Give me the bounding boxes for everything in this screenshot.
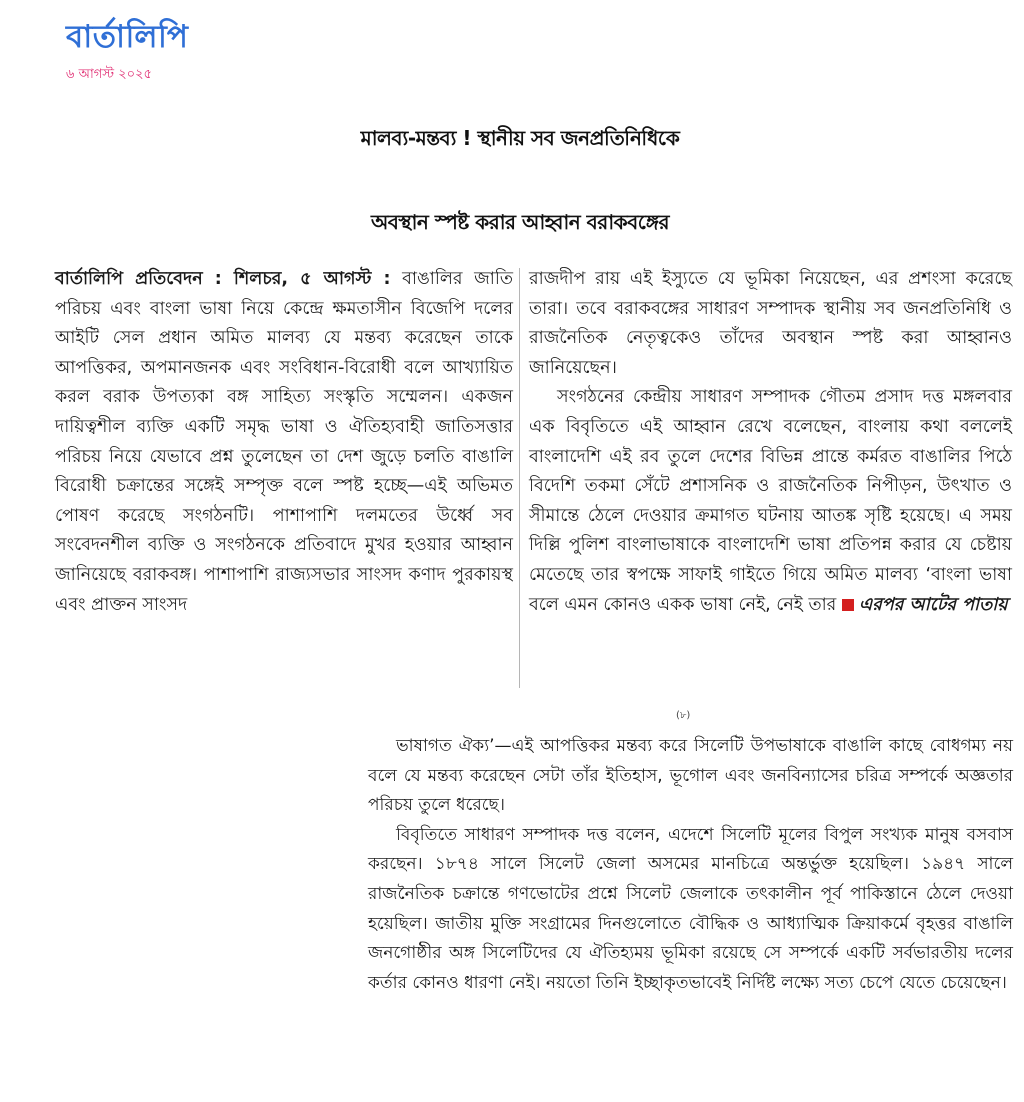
article-right-paragraph-2-text: সংগঠনের কেন্দ্রীয় সাধারণ সম্পাদক গৌতম প্রসাদ দত্ত মঙ্গলবার এক বিবৃতিতে এই আহ্বান রেখে বলেছেন, বাংলায় কথা বললেই বাংলাদেশি এই রব তুলে দেশের বিভিন্ন প্রান্তে কর্মরত বাঙালির পিঠে বিদেশি তকমা সেঁটে প্রশাসনিক ও রাজনৈতিক নিপীড়ন, উৎখাত ও সীমান্তে ঠেলে দেওয়ার ক্রমাগত ঘটনায় আতঙ্ক সৃষ্টি হয়েছে। এ সময় দিল্লি পুলিশ বাংলাভাষাকে বাংলাদেশি ভাষা প্রতিপন্ন করার যে চেষ্টায় মেতেছে তার স্বপক্ষে সাফাই গাইতে গিয়ে অমিত মালব্য ‘বাংলা ভাষা বলে এমন কোনও একক ভাষা নেই, নেই তার [529, 387, 1012, 615]
byline: বার্তালিপি প্রতিবেদন : শিলচর, ৫ আগস্ট : [55, 269, 391, 289]
continuation-paragraph-2: বিবৃতিতে সাধারণ সম্পাদক দত্ত বলেন, এদেশে সিলেটি মূলের বিপুল সংখ্যক মানুষ বসবাস করছেন। ১৮৭৪ সালে সিলেট জেলা অসমের মানচিত্রে অন্তর্ভুক্ত হয়েছিল। ১৯৪৭ সালে রাজনৈতিক চক্রান্তে গণভোটের প্রশ্নে সিলেট জেলাকে তৎকালীন পূর্ব পাকিস্তানে ঠেলে দেওয়া হয়েছিল। জাতীয় মুক্তি সংগ্রামের দিনগুলোতে বৌদ্ধিক ও আধ্যাত্মিক ক্রিয়াকর্মে বৃহত্তর বাঙালি জনগোষ্ঠীর অঙ্গ সিলেটিদের যে ঐতিহ্যময় ভূমিকা রয়েছে সে সম্পর্কে একটি সর্বভারতীয় দলের কর্তার কোনও ধারণা নেই। নয়তো তিনি ইচ্ছাকৃতভাবেই নির্দিষ্ট লক্ষ্যে সত্য চেপে যেতে চেয়েছেন। [368, 824, 1013, 993]
continuation-clipping [368, 732, 1013, 998]
article-lead-paragraph [55, 265, 513, 620]
continuation-paragraph-1: ভাষাগত ঐক্য’—এই আপত্তিকর মন্তব্য করে সিলেটি উপভাষাকে বাঙালি কাছে বোধগম্য নয় বলে যে মন্তব্য করেছেন সেটা তাঁর ইতিহাস, ভূগোল এবং জনবিন্যাসের চরিত্র সম্পর্কে অজ্ঞতার পরিচয় তুলে ধরেছে। [368, 736, 1013, 816]
column-divider [519, 268, 520, 688]
headline-line-1: মালব্য-মন্তব্য ! স্থানীয় সব জনপ্রতিনিধিকে [360, 126, 680, 150]
continued-on-page-link[interactable] [842, 595, 1008, 615]
masthead-date: ৬ আগস্ট ২০২৫ [66, 67, 152, 82]
headline-line-2: অবস্থান স্পষ্ট করার আহ্বান বরাকবঙ্গের [370, 210, 670, 234]
article-left-body: বাঙালির জাতি পরিচয় এবং বাংলা ভাষা নিয়ে কেন্দ্রে ক্ষমতাসীন বিজেপি দলের আইটি সেল প্রধান অমিত মালব্য যে মন্তব্য করেছেন তাকে আপত্তিকর, অপমানজনক এবং সংবিধান-বিরোধী বলে আখ্যায়িত করল বরাক উপত্যকা বঙ্গ সাহিত্য সংস্কৃতি সম্মেলন। একজন দায়িত্বশীল ব্যক্তি একটি সমৃদ্ধ ভাষা ও ঐতিহ্যবাহী জাতিসত্তার পরিচয় নিয়ে যেভাবে প্রশ্ন তুলেছেন তা দেশ জুড়ে চলতি বাঙালি বিরোধী চক্রান্তের সঙ্গেই সম্পৃক্ত বলে স্পষ্ট হচ্ছে—এই অভিমত পোষণ করেছে সংগঠনটি। পাশাপাশি দলমতের উর্ধ্বে সব সংবেদনশীল ব্যক্তি ও সংগঠনকে প্রতিবাদে মুখর হওয়ার আহ্বান জানিয়েছে বরাকবঙ্গ। পাশাপাশি রাজ্যসভার সাংসদ কণাদ পুরকায়স্থ এবং প্রাক্তন সাংসদ [55, 269, 513, 615]
article-right-paragraph-1: রাজদীপ রায় এই ইস্যুতে যে ভূমিকা নিয়েছেন, এর প্রশংসা করেছে তারা। তবে বরাকবঙ্গের সাধারণ সম্পাদক স্থানীয় সব জনপ্রতিনিধি ও রাজনৈতিক নেতৃত্বকেও তাঁদের অবস্থান স্পষ্ট করা আহ্বানও জানিয়েছেন। [529, 269, 1012, 378]
masthead-name: বার্তালিপি [66, 19, 189, 55]
page-marker: (৮) [676, 710, 691, 721]
continued-on-page-label: এরপর আটের পাতায় [858, 594, 1008, 615]
article-column-left [55, 265, 513, 620]
headline [20, 96, 1020, 264]
article-right-paragraph-2 [529, 383, 1012, 620]
jump-marker-icon [842, 599, 854, 611]
article-column-right [529, 265, 1012, 620]
